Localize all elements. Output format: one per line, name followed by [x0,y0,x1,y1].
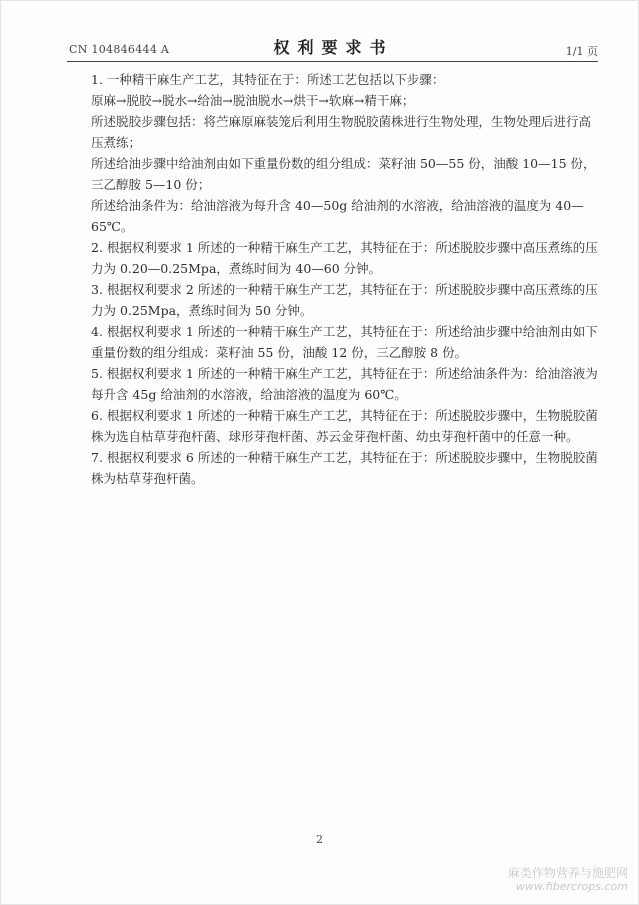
page-count: 1/1 页 [565,45,598,58]
claim-paragraph: 原麻→脱胶→脱水→给油→脱油脱水→烘干→软麻→精干麻； [91,93,415,108]
claims-body [91,69,598,489]
claim-paragraph: 所述给油步骤中给油剂由如下重量份数的组分组成：菜籽油 50—55 份，油酸 10—15 份，三乙醇胺 5—10 份； [91,156,596,192]
page-title: 权利要求书 [273,38,394,57]
claim-paragraph: 4. 根据权利要求 1 所述的一种精干麻生产工艺，其特征在于：所述给油步骤中给油剂由如下重量份数的组分组成：菜籽油 55 份，油酸 12 份，三乙醇胺 8 份。 [91,324,598,360]
claim-paragraph: 7. 根据权利要求 6 所述的一种精干麻生产工艺，其特征在于：所述脱胶步骤中，生物脱胶菌株为枯草芽孢杆菌。 [91,450,598,486]
watermark [508,866,628,894]
claim-paragraph: 6. 根据权利要求 1 所述的一种精干麻生产工艺，其特征在于：所述脱胶步骤中，生物脱胶菌株为选自枯草芽孢杆菌、球形芽孢杆菌、苏云金芽孢杆菌、幼虫芽孢杆菌中的任意一种。 [91,408,598,444]
claim-paragraph: 所述脱胶步骤包括：将苎麻原麻装笼后利用生物脱胶菌株进行生物处理，生物处理后进行高压煮练； [91,114,592,150]
claim-paragraph: 1. 一种精干麻生产工艺，其特征在于：所述工艺包括以下步骤： [91,72,445,87]
watermark-name: 麻类作物营养与施肥网 [507,866,628,880]
claim-paragraph: 所述给油条件为：给油溶液为每升含 40—50g 给油剂的水溶液，给油溶液的温度为 40—65℃。 [91,198,584,234]
header-divider [67,61,598,62]
claim-paragraph: 2. 根据权利要求 1 所述的一种精干麻生产工艺，其特征在于：所述脱胶步骤中高压煮练的压力为 0.20—0.25Mpa，煮练时间为 40—60 分钟。 [91,240,598,276]
claim-paragraph: 5. 根据权利要求 1 所述的一种精干麻生产工艺，其特征在于：所述给油条件为：给油溶液为每升含 45g 给油剂的水溶液，给油溶液的温度为 60℃。 [91,366,598,402]
watermark-url: www.fibercrops.com [515,880,628,893]
page-header [69,35,598,59]
document-id: CN 104846444 A [69,43,170,56]
claim-paragraph: 3. 根据权利要求 2 所述的一种精干麻生产工艺，其特征在于：所述脱胶步骤中高压煮练的压力为 0.25Mpa，煮练时间为 50 分钟。 [91,282,598,318]
page-number: 2 [316,833,323,846]
